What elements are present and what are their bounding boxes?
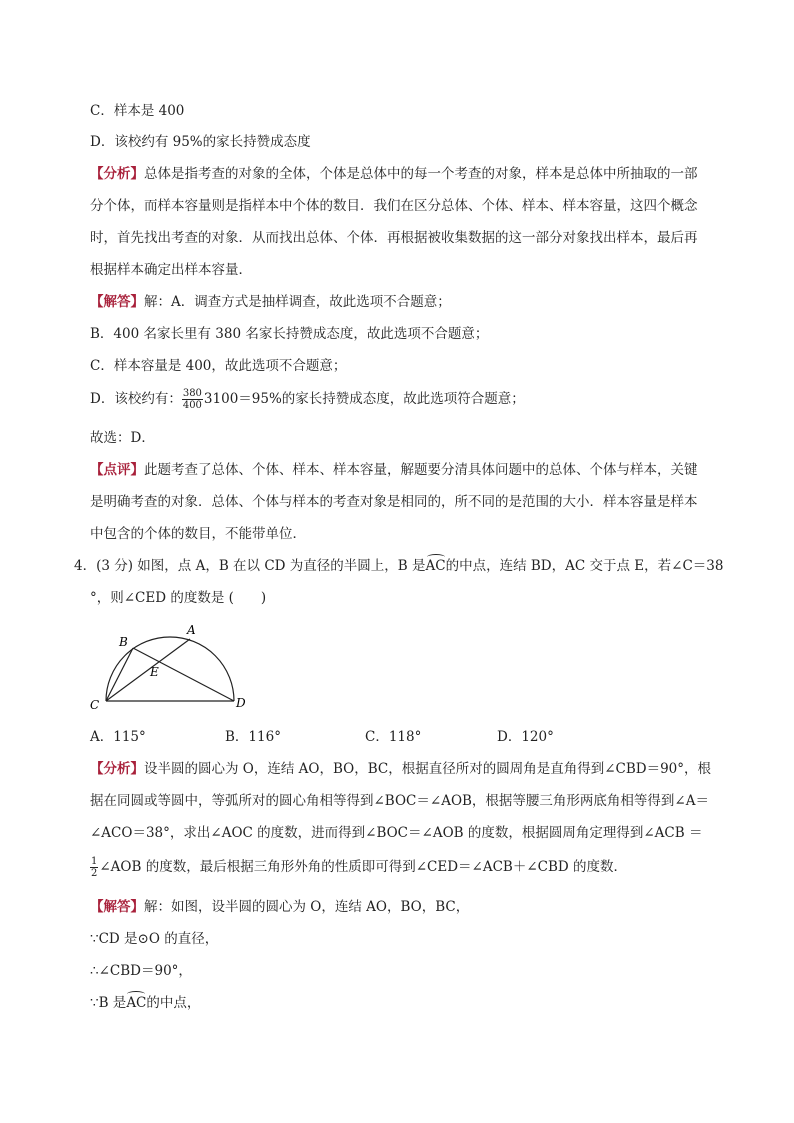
solution-text: D．该校约有： (90, 391, 182, 407)
solution-text-line: C．样本容量是 400，故此选项不合题意； (90, 358, 347, 374)
label-e: E (150, 665, 159, 679)
solution-tag: 【解答】 (90, 294, 144, 310)
fraction (182, 388, 203, 411)
analysis-tag: 【分析】 (90, 166, 144, 182)
question-text: 的中点，连结 BD，AC 交于点 E，若∠C＝38 (445, 558, 724, 574)
analysis-tag: 【分析】 (90, 761, 144, 777)
label-b: B (119, 635, 128, 649)
solution-paragraph-line (90, 292, 451, 312)
analysis-text-line: 根据样本确定出样本容量． (90, 262, 252, 278)
chord-cb (106, 648, 133, 701)
option-b: B．116° (225, 729, 281, 745)
label-a: A (187, 623, 196, 637)
arc-ac: AC (425, 558, 446, 574)
analysis-text: 总体是指考查的对象的全体，个体是总体中的每一个考查的对象，样本是总体中所抽取的一部 (144, 166, 698, 182)
solution-paragraph-line (90, 897, 469, 917)
question-4-stem (74, 556, 723, 576)
question-4-stem-cont: °，则∠CED 的度数是 ( ) (90, 590, 267, 606)
comment-text: 此题考查了总体、个体、样本、样本容量，解题要分清具体问题中的总体、个体与样本，关键 (144, 462, 698, 478)
option-d: D．120° (497, 729, 554, 745)
analysis-text-line: 分个体，而样本容量则是指样本中个体的数目．我们在区分总体、个体、样本、样本容量，这四个概念 (90, 198, 698, 214)
solution-text-line: ∴∠CBD＝90°， (90, 963, 192, 979)
analysis-text-line: 据在同圆或等圆中，等弧所对的圆心角相等得到∠BOC＝∠AOB，根据等腰三角形两底角相等得到∠A＝ (90, 793, 709, 809)
option-c-text: C．样本是 400 (90, 103, 185, 119)
solution-text-line: B．400 名家长里有 380 名家长持赞成态度，故此选项不合题意； (90, 326, 489, 342)
analysis-paragraph-line (90, 759, 711, 779)
comment-tag: 【点评】 (90, 462, 144, 478)
solution-text-line (90, 993, 200, 1013)
label-d: D (236, 696, 246, 710)
option-d-text: D．该校约有 95%的家长持赞成态度 (90, 134, 311, 150)
option-c: C．118° (365, 729, 422, 745)
analysis-text: ∠AOB 的度数，最后根据三角形外角的性质即可得到∠CED＝∠ACB＋∠CBD 的度数． (99, 859, 628, 875)
solution-text-line: ∵CD 是⊙O 的直径， (90, 931, 219, 947)
semicircle-figure (86, 620, 261, 714)
analysis-text: 设半圆的圆心为 O，连结 AO，BO，BC，根据直径所对的圆周角是直角得到∠CBD＝90°，根 (144, 761, 712, 777)
fraction-numerator: 1 (91, 856, 98, 867)
comment-text-line: 是明确考查的对象．总体、个体与样本的考查对象是相同的，所不同的是范围的大小．样本容量是样本 (90, 494, 698, 510)
analysis-fraction-line (90, 856, 627, 879)
fraction-denominator: 400 (182, 400, 202, 411)
solution-text: 的中点， (146, 995, 201, 1011)
analysis-paragraph-line (90, 164, 698, 184)
analysis-text-line: 时，首先找出考查的对象．从而找出总体、个体．再根据被收集数据的这一部分对象找出样本，最后再 (90, 230, 698, 246)
answer-line: 故选：D． (90, 430, 155, 446)
solution-text: 3100＝95%的家长持赞成态度，故此选项符合题意； (203, 391, 525, 407)
comment-paragraph-line (90, 460, 698, 480)
solution-fraction-line (90, 388, 525, 411)
arc-ac: AC (126, 995, 147, 1011)
solution-text: 解：如图，设半圆的圆心为 O，连结 AO，BO，BC， (144, 899, 470, 915)
fraction-numerator: 380 (182, 388, 202, 399)
solution-tag: 【解答】 (90, 899, 144, 915)
comment-text-line: 中包含的个体的数目，不能带单位． (90, 526, 306, 542)
analysis-text-line: ∠ACO＝38°，求出∠AOC 的度数，进而得到∠BOC＝∠AOB 的度数，根据圆周角定理得到∠ACB ＝ (90, 825, 703, 841)
label-c: C (90, 698, 100, 712)
question-text: 4．(3 分) 如图，点 A，B 在以 CD 为直径的半圆上，B 是 (74, 558, 426, 574)
solution-text: 解：A．调查方式是抽样调查，故此选项不合题意； (144, 294, 451, 310)
chord-bd (133, 648, 234, 701)
solution-text: ∵B 是 (90, 995, 127, 1011)
fraction-denominator: 2 (91, 868, 98, 879)
option-a: A．115° (90, 729, 146, 745)
fraction (90, 856, 98, 879)
